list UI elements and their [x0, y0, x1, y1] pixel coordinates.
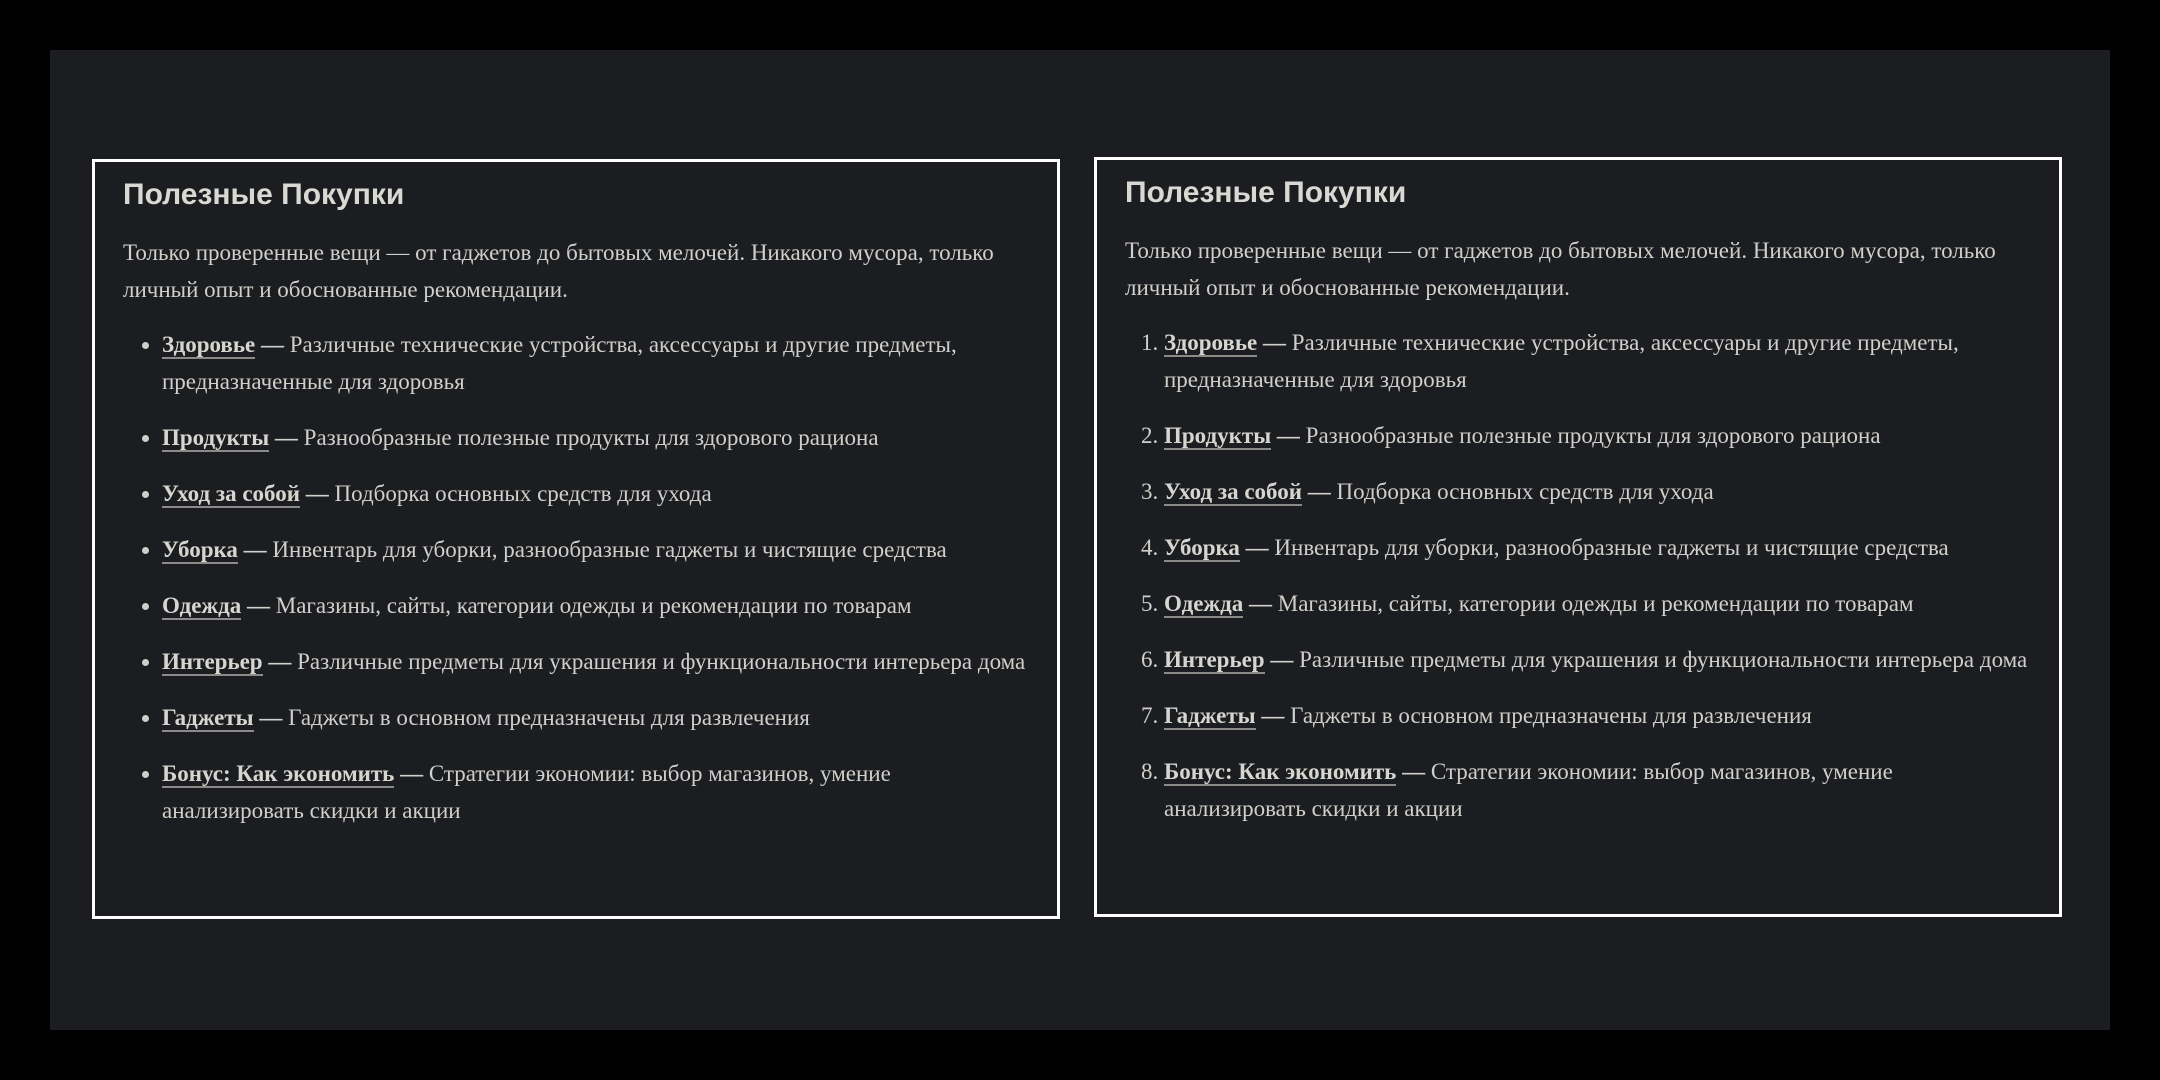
- list-item-desc: Различные предметы для украшения и функциональности интерьера дома: [291, 649, 1026, 674]
- separator: —: [400, 761, 424, 786]
- separator: —: [1276, 423, 1300, 448]
- list-item-desc: Инвентарь для уборки, разнообразные гаджеты и чистящие средства: [1268, 535, 1949, 560]
- panel-intro: Только проверенные вещи — от гаджетов до бытовых мелочей. Никакого мусора, только личный опыт и обоснованные рекомендации.: [1125, 238, 1996, 300]
- separator: —: [1249, 591, 1272, 616]
- category-link-clothing[interactable]: Одежда: [1164, 591, 1244, 616]
- list-item-desc: Инвентарь для уборки, разнообразные гаджеты и чистящие средства: [266, 537, 947, 562]
- list-item: [1164, 324, 2031, 398]
- list-item-desc: Стратегии экономии: выбор магазинов, умение анализировать скидки и акции: [162, 761, 891, 823]
- numbered-list-panel: [1094, 157, 2062, 917]
- separator: —: [247, 593, 270, 618]
- list-item-desc: Магазины, сайты, категории одежды и рекомендации по товарам: [1272, 591, 1914, 616]
- list-item: [1164, 753, 2031, 827]
- bulleted-list: [123, 326, 1029, 829]
- separator: —: [1307, 479, 1331, 504]
- list-item: [162, 326, 1029, 400]
- separator: —: [1261, 703, 1285, 728]
- list-item-desc: Разнообразные полезные продукты для здорового рациона: [1299, 423, 1881, 448]
- category-link-interior[interactable]: Интерьер: [1164, 647, 1265, 672]
- list-item: [162, 531, 1029, 568]
- separator: —: [243, 537, 267, 562]
- list-item-desc: Магазины, сайты, категории одежды и рекомендации по товарам: [270, 593, 912, 618]
- list-item-desc: Различные технические устройства, аксессуары и другие предметы, предназначенные для здоровья: [1164, 330, 1959, 392]
- list-item: [1164, 697, 2031, 734]
- panel-intro: Только проверенные вещи — от гаджетов до бытовых мелочей. Никакого мусора, только личный опыт и обоснованные рекомендации.: [123, 240, 994, 302]
- category-link-cleaning[interactable]: Уборка: [162, 537, 238, 562]
- list-item: [162, 755, 1029, 829]
- list-item: [162, 699, 1029, 736]
- numbered-list: [1125, 324, 2031, 827]
- list-item: [162, 587, 1029, 624]
- list-item: [1164, 417, 2031, 454]
- category-link-products[interactable]: Продукты: [162, 425, 270, 450]
- separator: —: [1245, 535, 1269, 560]
- list-item: [162, 419, 1029, 456]
- list-item-desc: Стратегии экономии: выбор магазинов, умение анализировать скидки и акции: [1164, 759, 1893, 821]
- category-link-bonus-saving[interactable]: Бонус: Как экономить: [162, 761, 395, 786]
- category-link-bonus-saving[interactable]: Бонус: Как экономить: [1164, 759, 1397, 784]
- list-item-desc: Различные технические устройства, аксессуары и другие предметы, предназначенные для здоровья: [162, 332, 957, 394]
- category-link-products[interactable]: Продукты: [1164, 423, 1272, 448]
- category-link-gadgets[interactable]: Гаджеты: [1164, 703, 1256, 728]
- list-item-desc: Гаджеты в основном предназначены для развлечения: [282, 705, 810, 730]
- category-link-self-care[interactable]: Уход за собой: [1164, 479, 1302, 504]
- list-item: [1164, 641, 2031, 678]
- separator: —: [260, 332, 284, 357]
- category-link-health[interactable]: Здоровье: [162, 332, 256, 357]
- separator: —: [274, 425, 298, 450]
- list-item-desc: Различные предметы для украшения и функциональности интерьера дома: [1293, 647, 2028, 672]
- category-link-cleaning[interactable]: Уборка: [1164, 535, 1240, 560]
- category-link-gadgets[interactable]: Гаджеты: [162, 705, 254, 730]
- separator: —: [1402, 759, 1426, 784]
- panel-title: Полезные Покупки: [1125, 176, 1407, 209]
- separator: —: [1270, 647, 1294, 672]
- separator: —: [259, 705, 283, 730]
- category-link-interior[interactable]: Интерьер: [162, 649, 263, 674]
- list-item: [162, 475, 1029, 512]
- list-item: [1164, 585, 2031, 622]
- list-item: [1164, 473, 2031, 510]
- list-item-desc: Гаджеты в основном предназначены для развлечения: [1284, 703, 1812, 728]
- category-link-health[interactable]: Здоровье: [1164, 330, 1258, 355]
- list-item-desc: Подборка основных средств для ухода: [328, 481, 712, 506]
- canvas: [50, 50, 2110, 1030]
- separator: —: [1262, 330, 1286, 355]
- separator: —: [305, 481, 329, 506]
- bulleted-list-panel: [92, 159, 1060, 919]
- separator: —: [268, 649, 292, 674]
- list-item-desc: Разнообразные полезные продукты для здорового рациона: [297, 425, 879, 450]
- list-item: [162, 643, 1029, 680]
- category-link-clothing[interactable]: Одежда: [162, 593, 242, 618]
- list-item-desc: Подборка основных средств для ухода: [1330, 479, 1714, 504]
- list-item: [1164, 529, 2031, 566]
- panel-title: Полезные Покупки: [123, 178, 405, 211]
- category-link-self-care[interactable]: Уход за собой: [162, 481, 300, 506]
